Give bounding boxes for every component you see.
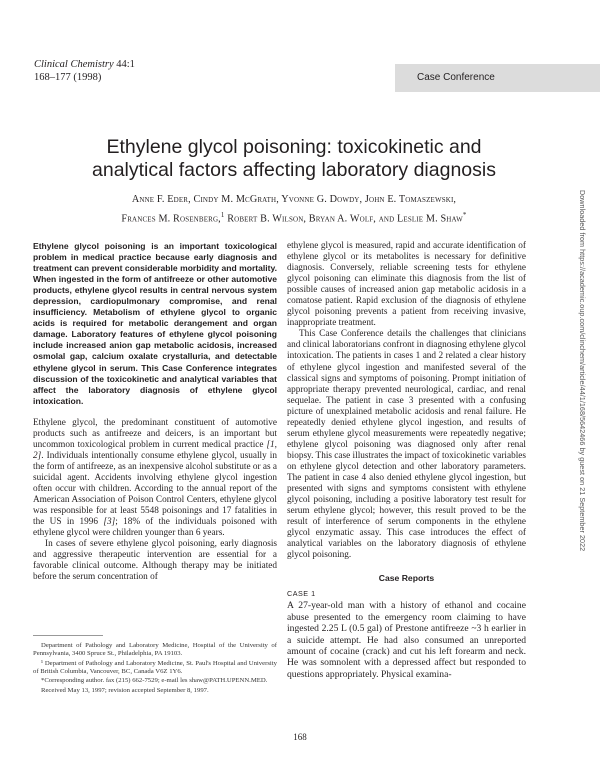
authors-line-1: Anne F. Eder, Cindy M. McGrath, Yvonne G. Dowdy, John E. Tomaszewski, [131, 194, 457, 205]
case-1-label: CASE 1 [287, 589, 316, 599]
right-paragraph-1: ethylene glycol is measured, rapid and accurate identification of ethylene glycol or its metabolites is necessary for definitive diagnosis. Conversely, reliable screening tests for ethylene glycol poisoning can eliminate this diagnosis from the list of possible causes of increased anion gap metabolic acidosis in a comatose patient. Rapid exclusion of the diagnosis of ethylene glycol poisoning prevents a patient from receiving invasive, inappropriate treatment. [287, 241, 526, 329]
article-title [30, 136, 558, 182]
intro-p1-text-b: . Individuals intentionally consume ethylene glycol, usually in the form of antifreeze, as an inexpensive alcohol substitute or as a suicidal agent. Accidents involving ethylene glycol ingestion often occur with children. According to the annual report of the American Association of Poison Control Centers, ethylene glycol was responsible for at least 5548 poisonings and 17 fatalities in the US in 1996 [33, 450, 278, 528]
left-column [33, 241, 277, 583]
journal-volume: 44:1 [116, 59, 135, 70]
footnote-affiliation: Department of Pathology and Laboratory Medicine, Hospital of the University of Pennsylvania, 3400 Spruce St., Philadelphia, PA 19103. [33, 641, 277, 658]
section-heading-case-reports: Case Reports [378, 573, 435, 584]
section-tab: Case Conference [395, 64, 600, 92]
intro-p1-text-a: Ethylene glycol, the predominant constituent of automotive products such as antifreeze and deicers, is an important but uncommon toxicological problem in current medical practice [33, 417, 277, 450]
download-note-text: Downloaded from https://academic.oup.com/clinchem/article/44/1/168/5642466 by guest on 21 September 2022 [578, 190, 587, 552]
journal-pages-year: 168–177 (1998) [34, 72, 102, 83]
journal-citation [34, 58, 135, 84]
footnote-affiliation-2: ¹ Department of Pathology and Laboratory Medicine, St. Paul's Hospital and University of British Columbia, Vancouver, BC, Canada V6Z 1Y6. [33, 659, 277, 676]
footnote-corresponding: *Corresponding author. fax (215) 662-7529; e-mail les shaw@PATH.UPENN.MED. [41, 677, 268, 685]
page-number: 168 [293, 732, 307, 742]
title-line-2: analytical factors affecting laboratory diagnosis [92, 159, 496, 181]
corresponding-mark: * [462, 210, 467, 219]
intro-paragraph-1 [33, 418, 277, 540]
affiliation-mark: 1 [220, 210, 225, 219]
title-line-1: Ethylene glycol poisoning: toxicokinetic and [106, 136, 482, 158]
citation-3: [3] [103, 517, 116, 528]
author-list [30, 192, 558, 226]
right-paragraph-2: This Case Conference details the challenges that clinicians and clinical laboratorians confront in diagnosing ethylene glycol intoxication. The patients in cases 1 and 2 related a clear history of ethylene glycol ingestion and manifested several of the classical signs and symptoms of poisoning. Prompt initiation of appropriate therapy prevented neurological, cardiac, and renal sequelae. The patient in case 3 presented with a confusing picture of unexplained metabolic acidosis and renal failure. He repeatedly denied ethylene glycol ingestion, and results of serum ethylene glycol measurements were repeatedly negative; ethylene glycol poisoning was diagnosed only after renal biopsy. This case illustrates the impact of toxicokinetic variables on ethylene glycol detection and other laboratory parameters. The patient in case 4 also denied ethylene glycol ingestion, but presented with signs and symptoms consistent with ethylene glycol poisoning, including a positive laboratory test result for serum ethylene glycol; however, this result proved to be the result of interference of serum components in the ethylene glycol enzymatic assay. This case introduces the effect of analytical variables on the laboratory diagnosis of ethylene glycol poisoning. [287, 329, 526, 561]
footnote-rule [33, 635, 103, 636]
intro-paragraph-2: In cases of severe ethylene glycol poisoning, early diagnosis and aggressive therapeutic intervention are essential for a favorable clinical outcome. Although therapy may be initiated before the serum concentration of [33, 539, 277, 583]
case-1-text: A 27-year-old man with a history of ethanol and cocaine abuse presented to the emergency room claiming to have ingested 2.25 L (0.5 gal) of Prestone antifreeze ~3 h earlier in a suicide attempt. He had also consumed an unreported amount of cocaine (crack) and cut his left forearm and neck. He was somnolent with a depressed affect but responded to questions appropriately. Physical examina- [287, 600, 526, 680]
journal-name: Clinical Chemistry [34, 59, 114, 70]
citation-1-2: [1, 2] [33, 439, 277, 461]
abstract: Ethylene glycol poisoning is an important toxicological problem in medical practice because early diagnosis and treatment can prevent considerable morbidity and mortality. When ingested in the form of antifreeze or other automotive products, ethylene glycol results in central nervous system depression, cardiopulmonary compromise, and renal insufficiency. Metabolism of ethylene glycol to organic acids is required for metabolic derangement and organ damage. Laboratory features of ethylene glycol poisoning include increased anion gap metabolic acidosis, increased osmolal gap, calcium oxalate crystalluria, and detectable ethylene glycol in serum. This Case Conference integrates discussion of the toxicokinetic and analytical variables that affect the laboratory diagnosis of ethylene glycol intoxication. [33, 241, 277, 406]
download-note [578, 190, 594, 630]
intro-p1-text-c: ; 18% of the individuals poisoned with ethylene glycol were children younger than 6 years. [33, 517, 277, 539]
authors-remaining: Robert B. Wilson, Bryan A. Wolf, and Leslie M. Shaw [224, 212, 463, 224]
footnote-received: Received May 13, 1997; revision accepted September 8, 1997. [41, 686, 209, 694]
footnotes [33, 635, 277, 696]
authors-line-2 [30, 208, 558, 227]
right-column [287, 241, 526, 680]
author-rosenberg: Frances M. Rosenberg, [121, 212, 221, 224]
